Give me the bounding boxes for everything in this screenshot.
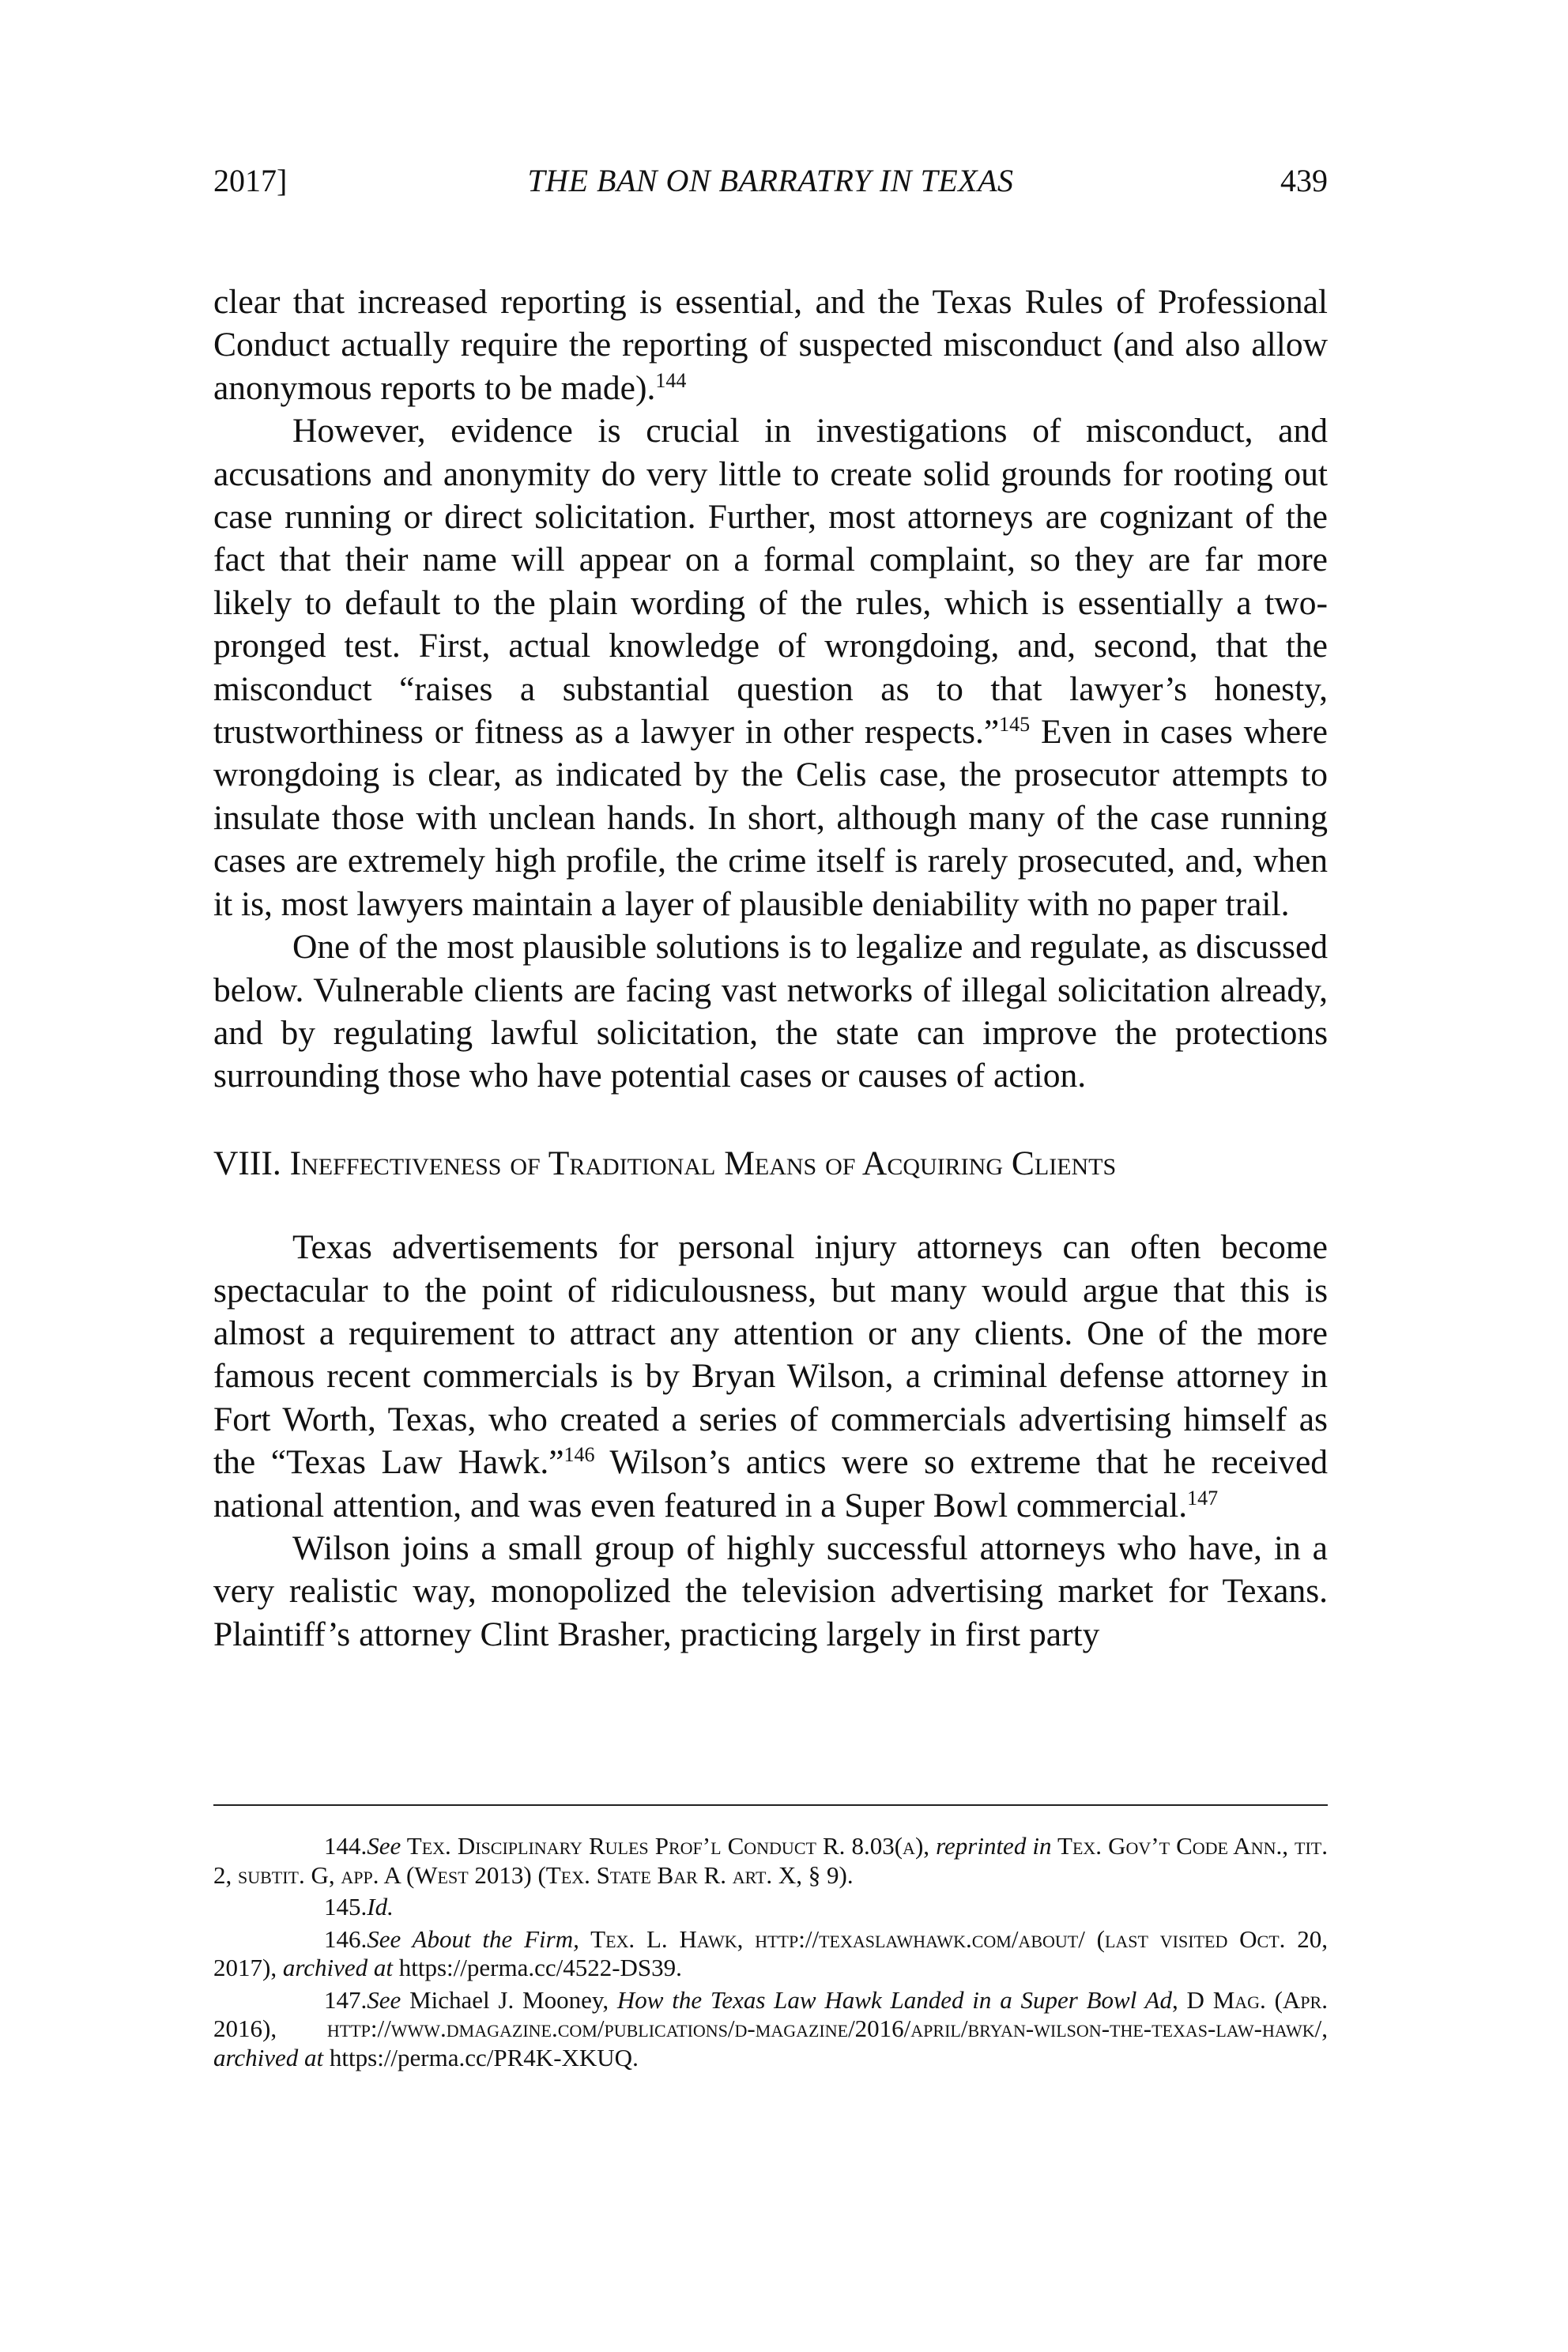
paragraph-5 <box>213 1527 1328 1656</box>
signal-see: See <box>367 1832 401 1860</box>
header-title: THE BAN ON BARRATRY IN TEXAS <box>527 163 1014 198</box>
signal-archived: archived at <box>213 2043 324 2071</box>
paragraph-4-text-b: Wilson’s antics were so extreme that he received national attention, and was even featured in a Super Bowl commercial. <box>213 1443 1329 1525</box>
signal-see: See <box>367 1924 401 1953</box>
body-text <box>213 281 1328 1656</box>
section-heading <box>213 1142 1328 1185</box>
paragraph-2-text-a: However, evidence is crucial in investigations of misconduct, and accusations and anonymity do very little to create solid grounds for rooting out case running or direct solicitation. Further, most attorneys are cognizant of the fact that their name will appear on a formal complaint, so they are far more likely to default to the plain wording of the rules, which is essentially a two-pronged test. First, actual knowledge of wrongdoing, and, second, that the misconduct “raises a substantial question as to that lawyer’s honesty, trustworthiness or fitness as a lawyer in other respects.” <box>213 412 1328 752</box>
citation-source: Tex. L. Hawk, http://texaslawhawk.com/about/ (last visited Oct. 20, 2017), <box>213 1924 1328 1981</box>
footnote-divider <box>213 1804 1328 1806</box>
citation-title: About the Firm, <box>401 1924 579 1953</box>
section-number: VIII. <box>213 1144 281 1182</box>
footnote-146 <box>213 1925 1328 1983</box>
archive-link: https://perma.cc/PR4K-XKUQ. <box>323 2043 639 2071</box>
footnote-ref-147: 147 <box>1187 1486 1219 1510</box>
archive-link: https://perma.cc/4522-DS39. <box>393 1954 682 1981</box>
footnote-144 <box>213 1832 1328 1890</box>
footnote-ref-145: 145 <box>999 713 1031 737</box>
paragraph-1 <box>213 281 1328 409</box>
running-header <box>213 162 1328 209</box>
citation-title: How the Texas Law Hawk Landed in a Super Bowl Ad <box>616 1985 1172 2014</box>
footnote-number: 147. <box>324 1985 368 2014</box>
paragraph-4 <box>213 1226 1328 1527</box>
signal-archived: archived at <box>282 1954 393 1981</box>
citation-source: Tex. Gov’t Code Ann., tit. 2, subtit. G, app. A (West 2013) (Tex. State Bar R. art. X, § 9). <box>213 1832 1328 1889</box>
paragraph-1-text: clear that increased reporting is essential, and the Texas Rules of Professional Conduct actually require the reporting of suspected misconduct (and also allow anonymous reports to be made). <box>213 283 1328 407</box>
citation-source: , D Mag. (Apr. 2016), http://www.dmagazine.com/publications/d-magazine/2016/april/bryan-wilson-the-texas-law-hawk/, <box>213 1985 1328 2042</box>
page-number: 439 <box>1280 163 1328 198</box>
paragraph-2 <box>213 409 1328 925</box>
paragraph-3 <box>213 925 1328 1098</box>
footnote-number: 146. <box>324 1924 368 1953</box>
signal-see: See <box>367 1985 401 2014</box>
header-year: 2017] <box>213 163 288 198</box>
paragraph-3-text: One of the most plausible solutions is to legalize and regulate, as discussed below. Vulnerable clients are facing vast networks of illegal solicitation already, and by regulating lawful solicitation, the state can improve the protections surrounding those who have potential cases or causes of action. <box>213 928 1328 1095</box>
paragraph-5-text: Wilson joins a small group of highly successful attorneys who have, in a very realistic way, monopolized the television advertising market for Texans. Plaintiff’s attorney Clint Brasher, practicing largely in first party <box>213 1528 1328 1653</box>
citation-source: Tex. Disciplinary Rules Prof’l Conduct R. 8.03(a), <box>401 1832 937 1860</box>
footnote-number: 144. <box>324 1832 368 1860</box>
footnote-number: 145. <box>324 1893 368 1920</box>
paragraph-2-text-b: Even in cases where wrongdoing is clear, as indicated by the Celis case, the prosecutor attempts to insulate those with unclean hands. In short, although many of the case running cases are extremely high profile, the crime itself is rarely prosecuted, and, when it is, most lawyers maintain a layer of plausible deniability with no paper trail. <box>213 713 1328 923</box>
footnote-147 <box>213 1986 1328 2073</box>
section-title: Ineffectiveness of Traditional Means of Acquiring Clients <box>289 1144 1117 1182</box>
paragraph-4-text-a: Texas advertisements for personal injury attorneys can often become spectacular to the point of ridiculousness, but many would argue that this is almost a requirement to attract any attention or any clients. One of the more famous recent commercials is by Bryan Wilson, a criminal defense attorney in Fort Worth, Texas, who created a series of commercials advertising himself as the “Texas Law Hawk.” <box>213 1228 1328 1482</box>
signal-id: Id. <box>367 1893 394 1920</box>
signal-reprinted: reprinted in <box>936 1832 1052 1860</box>
footnote-145 <box>213 1893 1328 1922</box>
footnote-ref-146: 146 <box>564 1443 595 1467</box>
footnote-ref-144: 144 <box>655 368 687 392</box>
footnotes <box>213 1832 1328 2075</box>
citation-author: Michael J. Mooney, <box>401 1985 617 2014</box>
